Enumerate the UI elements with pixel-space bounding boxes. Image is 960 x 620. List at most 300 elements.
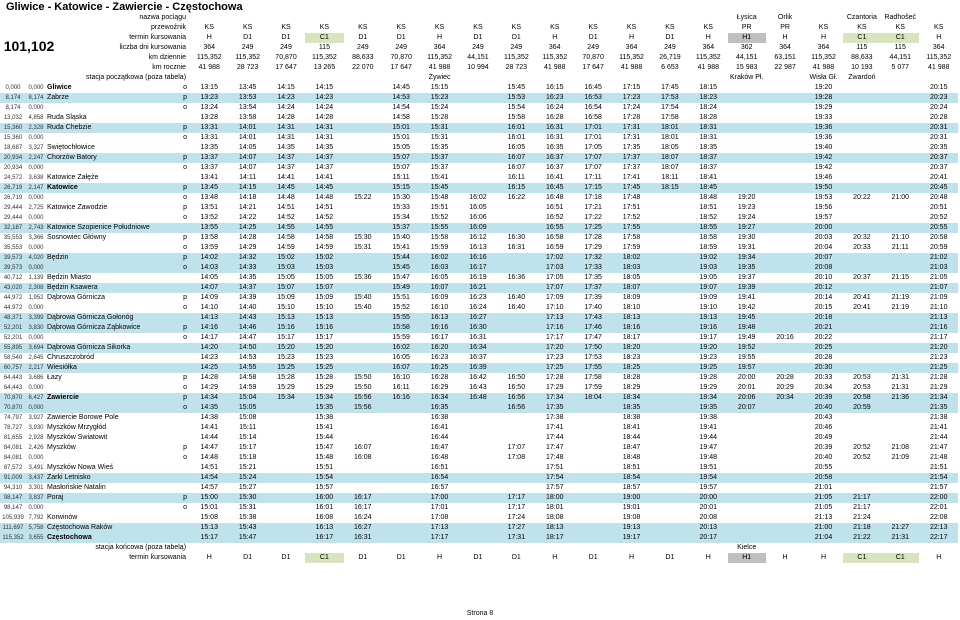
time-cell: 16:07 xyxy=(420,283,458,293)
arr-dep-marker xyxy=(180,353,190,363)
time-cell: 14:51 xyxy=(200,464,218,471)
time-cell xyxy=(766,263,804,273)
train-name-row-cell: Czantoria xyxy=(846,14,877,21)
time-cell: 15:05 xyxy=(392,144,410,151)
time-cell: 19:37 xyxy=(737,274,756,281)
time-cell: 14:15 xyxy=(315,84,334,91)
time-cell xyxy=(344,93,382,103)
km-segment-cell: 2,725 xyxy=(28,205,44,211)
km-day-row-cell: 115,352 xyxy=(542,54,568,61)
km-segment-cell: 0,000 xyxy=(28,165,44,171)
station-name xyxy=(46,133,180,143)
km-year-row-cell: 10 193 xyxy=(851,64,873,71)
carrier-row-cell: KŚ xyxy=(473,24,483,31)
arr-dep-marker xyxy=(180,173,190,183)
km-year-row-cell: 41 988 xyxy=(697,64,720,71)
time-cell: 15:33 xyxy=(392,204,410,211)
time-cell: 14:55 xyxy=(228,363,266,373)
time-cell: 16:51 xyxy=(545,204,564,211)
time-cell xyxy=(267,413,305,423)
time-cell: 15:31 xyxy=(354,244,372,251)
arr-dep-marker xyxy=(180,523,190,533)
station-name xyxy=(46,263,180,273)
time-cell xyxy=(459,503,497,513)
time-cell: 16:17 xyxy=(305,533,343,543)
time-cell: 16:58 xyxy=(545,234,564,241)
time-cell xyxy=(766,533,804,543)
time-cell: 20:28 xyxy=(776,374,794,381)
time-cell: 20:40 xyxy=(804,403,842,413)
end-station-row-cell xyxy=(804,543,842,553)
time-cell: 21:00 xyxy=(804,523,842,533)
start-station-row-cell xyxy=(919,73,958,83)
time-cell xyxy=(728,463,766,473)
start-station-row-cell xyxy=(267,73,305,83)
time-cell xyxy=(766,513,804,523)
time-cell: 16:29 xyxy=(430,384,449,391)
time-cell: 21:00 xyxy=(891,194,910,201)
time-cell xyxy=(766,403,804,413)
time-cell: 15:51 xyxy=(392,294,410,301)
time-cell: 19:49 xyxy=(737,334,756,341)
time-cell: 19:02 xyxy=(689,253,727,263)
time-cell: 16:09 xyxy=(459,223,497,233)
station-name: Korwinów xyxy=(47,514,78,521)
time-cell: 16:05 xyxy=(430,274,449,281)
time-cell: 15:50 xyxy=(354,384,372,391)
time-cell: 15:23 xyxy=(420,93,458,103)
arr-dep-marker: o xyxy=(180,403,190,413)
km-cell: 74,797 xyxy=(3,415,23,421)
time-cell: 18:28 xyxy=(622,374,641,381)
time-cell: 21:17 xyxy=(929,334,948,341)
time-cell: 14:15 xyxy=(228,183,266,193)
time-cell xyxy=(881,323,919,333)
time-cell: 15:23 xyxy=(315,354,334,361)
time-cell xyxy=(843,143,881,153)
time-cell: 14:29 xyxy=(238,244,257,251)
time-cell: 20:59 xyxy=(843,403,881,413)
time-cell: 13:45 xyxy=(238,84,257,91)
time-cell: 17:18 xyxy=(584,194,602,201)
time-cell: 17:53 xyxy=(584,354,602,361)
time-cell xyxy=(344,263,382,273)
time-cell: 19:36 xyxy=(814,134,833,141)
arr-dep-marker xyxy=(180,223,190,233)
station-name: Katowice Zawodzie xyxy=(47,204,108,211)
time-cell: 13:31 xyxy=(200,134,218,141)
time-cell xyxy=(382,473,420,483)
time-cell: 16:39 xyxy=(459,363,497,373)
station-name: Poraj xyxy=(46,493,180,503)
time-cell: 17:54 xyxy=(661,104,679,111)
km-cell: 44,972 xyxy=(3,295,23,301)
start-station-row-cell xyxy=(651,73,689,83)
time-cell: 14:47 xyxy=(200,444,218,451)
time-cell: 18:03 xyxy=(612,263,650,273)
time-cell xyxy=(843,313,881,323)
time-cell: 18:57 xyxy=(622,484,641,491)
time-cell: 14:24 xyxy=(315,104,334,111)
time-cell xyxy=(843,353,881,363)
carrier-row-cell: KŚ xyxy=(396,24,406,31)
table-row xyxy=(0,193,958,203)
km-cell: 98,147 xyxy=(0,493,26,503)
line-number: 101,102 xyxy=(3,38,55,54)
train-name-row-cell xyxy=(919,13,958,23)
days-row-cell: 249 xyxy=(356,44,369,51)
km-day-row-cell: 115,352 xyxy=(503,54,529,61)
station-name: Dąbrowa Górnicza Sikorka xyxy=(46,343,180,353)
term-row-bottom-cell: D1 xyxy=(396,554,406,561)
time-cell: 19:01 xyxy=(622,504,641,511)
time-cell xyxy=(651,273,689,283)
time-cell: 19:41 xyxy=(699,424,718,431)
time-cell xyxy=(344,213,382,223)
time-cell xyxy=(766,423,804,433)
time-cell xyxy=(766,203,804,213)
arr-dep-marker: p xyxy=(183,374,187,381)
end-station-row-cell xyxy=(919,543,958,553)
time-cell: 13:24 xyxy=(200,104,218,111)
time-cell: 20:12 xyxy=(804,283,842,293)
time-cell: 16:13 xyxy=(305,523,343,533)
time-cell: 15:30 xyxy=(354,234,372,241)
time-cell xyxy=(344,143,382,153)
time-cell: 14:28 xyxy=(315,114,334,121)
time-cell: 14:07 xyxy=(228,153,266,163)
time-cell xyxy=(651,523,689,533)
time-cell: 21:41 xyxy=(929,424,948,431)
start-station-row-cell: Zwardoń xyxy=(848,74,876,81)
time-cell xyxy=(766,433,804,443)
time-cell: 17:58 xyxy=(622,234,641,241)
time-cell: 13:37 xyxy=(200,164,218,171)
time-cell: 14:07 xyxy=(190,283,228,293)
time-cell xyxy=(459,433,497,443)
time-cell xyxy=(881,143,919,153)
time-cell xyxy=(766,173,804,183)
arr-dep-marker: o xyxy=(183,504,187,511)
time-cell: 17:28 xyxy=(622,114,641,121)
end-station-row-cell xyxy=(382,543,420,553)
station-name: Częstochowa xyxy=(46,533,180,543)
station-name: Ruda Śląska xyxy=(47,114,87,121)
time-cell: 14:23 xyxy=(200,354,218,361)
time-cell xyxy=(843,93,881,103)
time-cell: 16:43 xyxy=(469,384,487,391)
time-cell: 22:01 xyxy=(929,504,948,511)
time-cell xyxy=(344,253,382,263)
station-name: Wiesiółka xyxy=(46,363,180,373)
km-cell: 8,174 xyxy=(0,93,26,103)
time-cell: 20:37 xyxy=(929,164,948,171)
time-cell xyxy=(574,413,612,423)
time-cell: 16:08 xyxy=(354,454,372,461)
time-cell: 16:50 xyxy=(507,384,526,391)
station-name xyxy=(46,453,180,463)
time-cell xyxy=(766,323,804,333)
time-cell: 14:57 xyxy=(200,484,218,491)
time-cell: 15:04 xyxy=(228,393,266,403)
km-day-row-cell: 115,352 xyxy=(926,54,952,61)
km-cell: 91,009 xyxy=(0,473,26,483)
time-cell: 21:51 xyxy=(929,464,948,471)
km-segment-cell: 0,000 xyxy=(26,263,46,273)
km-segment-cell: 3,327 xyxy=(28,145,44,151)
km-cell: 60,757 xyxy=(0,363,26,373)
train-name-row-cell: Łysica xyxy=(736,14,757,21)
station-name: Chruszczobród xyxy=(47,354,95,361)
time-cell xyxy=(728,433,766,443)
time-cell xyxy=(497,203,535,213)
time-cell xyxy=(344,483,382,493)
time-cell: 16:36 xyxy=(507,274,526,281)
time-cell xyxy=(459,83,497,93)
time-cell: 17:22 xyxy=(584,214,602,221)
time-cell: 14:55 xyxy=(305,223,343,233)
time-cell: 20:39 xyxy=(804,393,842,403)
time-cell xyxy=(881,123,919,133)
time-cell xyxy=(344,183,382,193)
time-cell: 14:37 xyxy=(267,153,305,163)
time-cell xyxy=(843,413,881,423)
time-cell xyxy=(651,463,689,473)
time-cell: 15:54 xyxy=(507,104,526,111)
time-cell: 15:17 xyxy=(190,533,228,543)
time-cell: 18:35 xyxy=(612,403,650,413)
time-cell xyxy=(344,313,382,323)
time-cell: 15:44 xyxy=(315,434,334,441)
time-cell xyxy=(766,143,804,153)
time-cell: 18:37 xyxy=(699,164,718,171)
time-cell: 21:10 xyxy=(929,304,948,311)
time-cell: 18:11 xyxy=(661,174,679,181)
time-cell: 17:10 xyxy=(545,304,564,311)
km-cell: 98,147 xyxy=(3,505,23,511)
time-cell: 15:38 xyxy=(315,414,334,421)
time-cell xyxy=(267,473,305,483)
time-cell: 16:13 xyxy=(469,244,487,251)
time-cell xyxy=(344,473,382,483)
time-cell: 16:11 xyxy=(392,384,410,391)
time-cell xyxy=(881,313,919,323)
term-row-bottom-cell: D1 xyxy=(511,554,521,561)
table-row xyxy=(0,263,958,273)
time-cell: 18:31 xyxy=(699,134,718,141)
time-cell: 13:45 xyxy=(190,183,228,193)
time-cell xyxy=(459,403,497,413)
time-cell xyxy=(344,113,382,123)
time-cell: 20:03 xyxy=(814,234,833,241)
time-cell xyxy=(651,483,689,493)
time-cell xyxy=(881,153,919,163)
row-label: km rocznie xyxy=(152,64,187,71)
station-name: Będzin xyxy=(46,253,180,263)
time-cell: 17:58 xyxy=(584,374,602,381)
time-cell: 14:25 xyxy=(190,363,228,373)
station-name xyxy=(46,403,180,413)
time-cell: 16:12 xyxy=(469,234,487,241)
end-station-row-cell xyxy=(689,543,727,553)
days-row-cell: 362 xyxy=(740,44,753,51)
time-cell: 16:07 xyxy=(354,444,372,451)
time-cell: 17:31 xyxy=(612,123,650,133)
time-cell: 16:57 xyxy=(430,484,449,491)
term-row-cell: H xyxy=(628,34,635,41)
time-cell: 16:07 xyxy=(497,153,535,163)
time-cell xyxy=(574,523,612,533)
time-cell xyxy=(344,413,382,423)
start-station-row-cell xyxy=(881,73,919,83)
time-cell: 15:28 xyxy=(277,374,295,381)
time-cell: 16:11 xyxy=(507,174,525,181)
time-cell: 15:30 xyxy=(228,493,266,503)
station-name xyxy=(46,193,180,203)
time-cell xyxy=(843,423,881,433)
time-cell: 18:51 xyxy=(699,204,718,211)
time-cell xyxy=(728,523,766,533)
start-station-row-cell: Wisła Gł. xyxy=(809,74,838,81)
time-cell: 20:41 xyxy=(929,174,948,181)
time-cell: 14:29 xyxy=(200,384,218,391)
time-cell: 15:45 xyxy=(382,263,420,273)
km-segment-cell: 3,930 xyxy=(28,425,44,431)
time-cell xyxy=(728,133,766,143)
time-cell: 18:51 xyxy=(622,464,641,471)
time-cell xyxy=(728,163,766,173)
time-cell xyxy=(651,443,689,453)
time-cell: 18:29 xyxy=(622,384,641,391)
time-cell: 18:17 xyxy=(536,533,574,543)
time-cell: 21:16 xyxy=(919,323,958,333)
time-cell xyxy=(651,503,689,513)
time-cell: 15:43 xyxy=(228,523,266,533)
time-cell: 21:20 xyxy=(919,343,958,353)
arr-dep-marker: p xyxy=(183,234,187,241)
time-cell xyxy=(728,503,766,513)
time-cell xyxy=(766,363,804,373)
time-cell: 18:20 xyxy=(612,343,650,353)
time-cell xyxy=(497,463,535,473)
arr-dep-marker xyxy=(180,283,190,293)
time-cell xyxy=(766,153,804,163)
time-cell: 16:28 xyxy=(545,114,564,121)
time-cell: 15:20 xyxy=(267,343,305,353)
time-cell: 14:54 xyxy=(392,104,410,111)
term-row-bottom-cell: H xyxy=(628,554,635,561)
time-cell: 21:27 xyxy=(881,523,919,533)
time-cell: 16:52 xyxy=(545,214,564,221)
time-cell: 16:24 xyxy=(469,304,487,311)
km-year-row-cell: 28 723 xyxy=(236,64,259,71)
days-row-cell: 364 xyxy=(779,44,791,51)
arr-dep-marker: o xyxy=(183,84,187,91)
time-cell: 17:05 xyxy=(545,274,564,281)
term-row-cell: D1 xyxy=(396,34,406,41)
table-row xyxy=(0,353,958,363)
time-cell: 13:23 xyxy=(190,93,228,103)
time-cell: 17:28 xyxy=(584,234,602,241)
time-cell xyxy=(497,363,535,373)
time-cell: 14:24 xyxy=(277,104,295,111)
time-cell: 20:23 xyxy=(919,93,958,103)
time-cell: 20:51 xyxy=(929,204,948,211)
time-cell xyxy=(344,173,382,183)
time-cell: 19:30 xyxy=(737,234,756,241)
carrier-row-cell: KŚ xyxy=(665,24,675,31)
time-cell xyxy=(267,463,305,473)
time-cell: 20:01 xyxy=(737,384,756,391)
time-cell: 14:58 xyxy=(238,374,257,381)
time-cell: 14:09 xyxy=(200,294,218,301)
days-row-cell: 249 xyxy=(510,44,523,51)
row-label: stacja początkowa (poza tabela) xyxy=(86,74,187,81)
time-cell: 18:15 xyxy=(651,183,689,193)
carrier-row-cell: KŚ xyxy=(358,24,368,31)
time-cell: 15:47 xyxy=(228,533,266,543)
time-cell: 14:59 xyxy=(238,384,257,391)
table-row xyxy=(0,173,958,183)
time-cell: 22:00 xyxy=(919,493,958,503)
time-cell: 20:52 xyxy=(853,444,871,451)
train-name-row-cell xyxy=(612,13,650,23)
time-cell: 16:56 xyxy=(497,393,535,403)
arr-dep-marker: p xyxy=(183,294,187,301)
time-cell: 19:42 xyxy=(737,304,756,311)
page-title: Gliwice - Katowice - Zawiercie - Częstochowa xyxy=(6,1,243,13)
time-cell: 17:17 xyxy=(497,493,535,503)
time-cell: 18:00 xyxy=(536,493,574,503)
end-station-row-cell xyxy=(574,543,612,553)
time-cell: 20:41 xyxy=(853,304,871,311)
time-cell: 16:35 xyxy=(545,144,564,151)
carrier-row-cell: KŚ xyxy=(319,24,330,31)
time-cell xyxy=(881,163,919,173)
km-day-row xyxy=(0,53,958,63)
start-station-row-cell xyxy=(497,73,535,83)
time-cell: 18:31 xyxy=(689,123,727,133)
time-cell xyxy=(728,143,766,153)
term-row-bottom-cell: C1 xyxy=(305,553,343,563)
time-cell: 17:25 xyxy=(536,363,574,373)
time-cell: 15:24 xyxy=(430,104,449,111)
time-cell: 15:54 xyxy=(305,473,343,483)
time-cell xyxy=(459,443,497,453)
time-cell xyxy=(766,293,804,303)
time-cell: 16:05 xyxy=(469,204,487,211)
time-cell: 20:24 xyxy=(929,104,948,111)
time-cell: 16:40 xyxy=(507,294,526,301)
time-cell: 19:42 xyxy=(814,164,833,171)
time-cell xyxy=(344,343,382,353)
time-cell xyxy=(651,393,689,403)
time-cell: 18:52 xyxy=(699,214,718,221)
time-cell: 16:01 xyxy=(497,123,535,133)
time-cell xyxy=(651,233,689,243)
time-cell xyxy=(267,433,305,443)
arr-dep-marker: o xyxy=(183,194,187,201)
time-cell: 17:45 xyxy=(612,183,650,193)
time-cell: 16:51 xyxy=(430,464,449,471)
km-year-row-cell: 22 987 xyxy=(774,64,796,71)
time-cell xyxy=(459,103,497,113)
time-cell: 17:03 xyxy=(536,263,574,273)
table-row xyxy=(0,163,958,173)
km-segment-cell: 0,000 xyxy=(28,135,44,141)
time-cell: 18:38 xyxy=(622,414,641,421)
time-cell xyxy=(843,123,881,133)
